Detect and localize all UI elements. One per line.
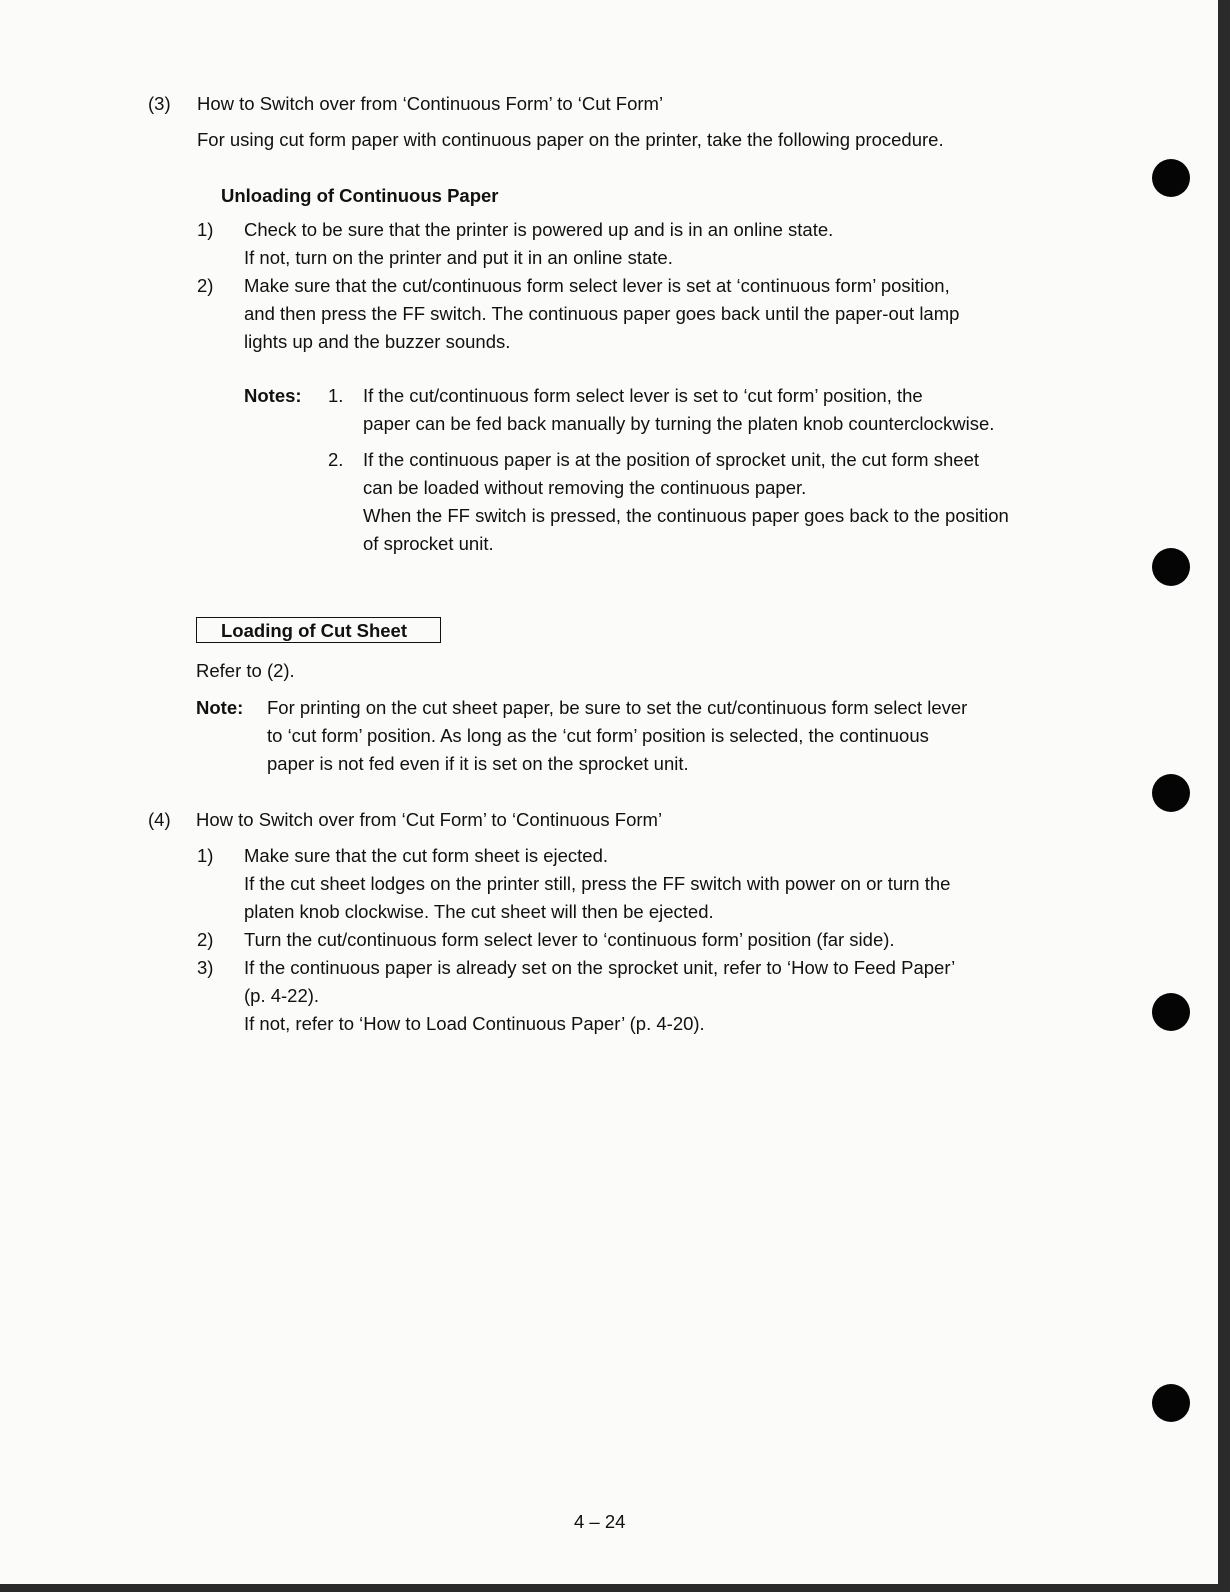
- note2-number: 2.: [328, 449, 344, 470]
- unloading-step2-line2: and then press the FF switch. The continuous paper goes back until the paper-out lamp: [244, 303, 960, 324]
- s4-step3-line3: If not, refer to ‘How to Load Continuous Paper’ (p. 4-20).: [244, 1013, 705, 1034]
- s4-step2-number: 2): [197, 929, 214, 950]
- s4-step1-line1: Make sure that the cut form sheet is ejected.: [244, 845, 609, 866]
- s4-step3-line1: If the continuous paper is already set on the sprocket unit, refer to ‘How to Feed Paper’: [244, 957, 956, 978]
- s4-step1-line2: If the cut sheet lodges on the printer still, press the FF switch with power on or turn the: [244, 873, 951, 894]
- s4-step1-number: 1): [197, 845, 214, 866]
- unloading-step2-line3: lights up and the buzzer sounds.: [244, 331, 511, 352]
- note2-line3: When the FF switch is pressed, the continuous paper goes back to the position: [363, 505, 1009, 526]
- unloading-step1-number: 1): [197, 219, 214, 240]
- s4-step3-number: 3): [197, 957, 214, 978]
- section4-number: (4): [148, 809, 171, 830]
- unloading-step1-line2: If not, turn on the printer and put it in an online state.: [244, 247, 673, 268]
- s4-step2-line1: Turn the cut/continuous form select lever to ‘continuous form’ position (far side).: [244, 929, 895, 950]
- note1-number: 1.: [328, 385, 344, 406]
- unloading-step1-line1: Check to be sure that the printer is powered up and is in an online state.: [244, 219, 834, 240]
- punch-hole-1: [1152, 159, 1190, 197]
- loading-note-line1: For printing on the cut sheet paper, be sure to set the cut/continuous form select lever: [267, 697, 968, 718]
- note1-line2: paper can be fed back manually by turning the platen knob counterclockwise.: [363, 413, 995, 434]
- s4-step1-line3: platen knob clockwise. The cut sheet will then be ejected.: [244, 901, 714, 922]
- section3-intro: For using cut form paper with continuous paper on the printer, take the following procedure.: [197, 129, 944, 150]
- s4-step3-line2: (p. 4-22).: [244, 985, 320, 1006]
- section3-number: (3): [148, 93, 171, 114]
- punch-hole-5: [1152, 1384, 1190, 1422]
- punch-hole-4: [1152, 993, 1190, 1031]
- loading-note-line3: paper is not fed even if it is set on the sprocket unit.: [267, 753, 689, 774]
- section3-heading: How to Switch over from ‘Continuous Form’ to ‘Cut Form’: [197, 93, 664, 114]
- punch-hole-3: [1152, 774, 1190, 812]
- loading-title-box: Loading of Cut Sheet: [196, 617, 441, 643]
- loading-note-label: Note:: [196, 697, 244, 718]
- page-number: 4 – 24: [574, 1511, 626, 1532]
- section4-heading: How to Switch over from ‘Cut Form’ to ‘Continuous Form’: [196, 809, 663, 830]
- note1-line1: If the cut/continuous form select lever is set to ‘cut form’ position, the: [363, 385, 923, 406]
- loading-note-line2: to ‘cut form’ position. As long as the ‘cut form’ position is selected, the continuous: [267, 725, 929, 746]
- punch-hole-2: [1152, 548, 1190, 586]
- unloading-title: Unloading of Continuous Paper: [221, 185, 499, 206]
- loading-refer: Refer to (2).: [196, 660, 295, 681]
- unloading-step2-line1: Make sure that the cut/continuous form select lever is set at ‘continuous form’ position,: [244, 275, 950, 296]
- note2-line2: can be loaded without removing the continuous paper.: [363, 477, 807, 498]
- note2-line4: of sprocket unit.: [363, 533, 494, 554]
- note2-line1: If the continuous paper is at the position of sprocket unit, the cut form sheet: [363, 449, 979, 470]
- unloading-step2-number: 2): [197, 275, 214, 296]
- notes-label: Notes:: [244, 385, 302, 406]
